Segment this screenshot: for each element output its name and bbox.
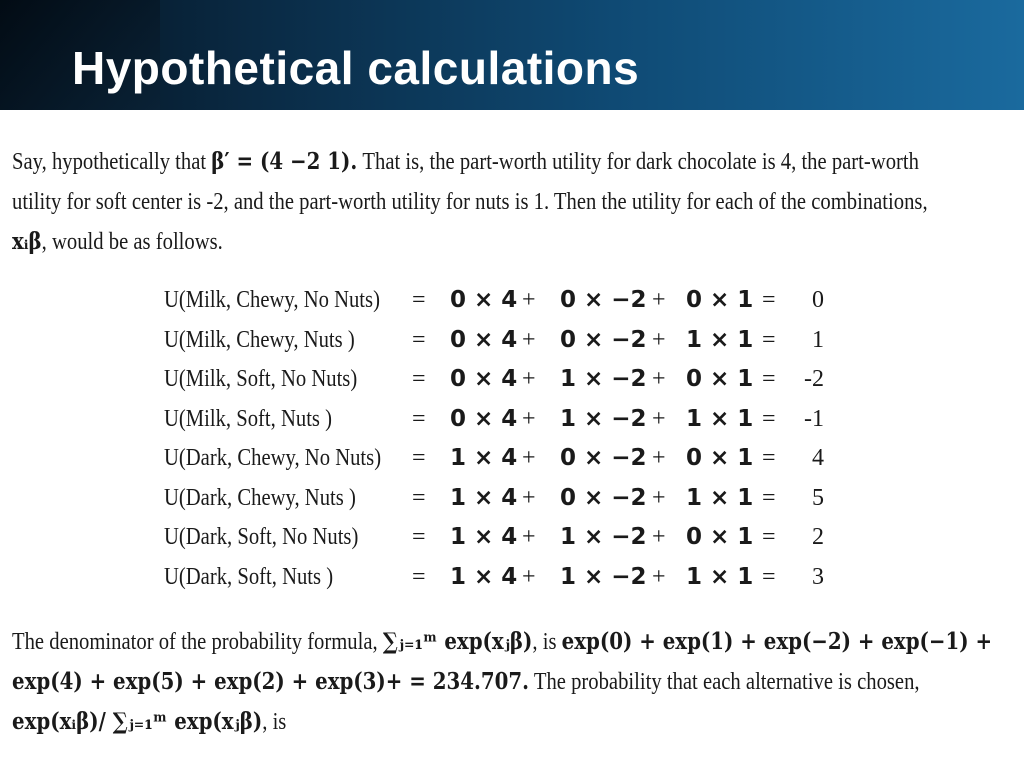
denom-text-a: The denominator of the probability formula,: [12, 629, 383, 655]
term-nuts: 0 × 1: [686, 445, 754, 471]
plus-sign: +: [522, 405, 536, 432]
utility-result: -1: [804, 405, 824, 432]
utility-label: U(Milk, Soft, Nuts ): [164, 405, 332, 432]
probability-formula: exp(xᵢβ)/ ∑ⱼ₌₁ᵐ exp(xⱼβ): [12, 708, 263, 735]
plus-sign: +: [522, 287, 536, 313]
term-nuts: 1 × 1: [686, 484, 754, 511]
equals-sign: =: [412, 445, 426, 471]
slide-title: Hypothetical calculations: [72, 42, 640, 94]
equals-sign: =: [762, 524, 776, 550]
equals-sign: =: [762, 484, 776, 511]
denom-text-b: , is: [532, 629, 562, 655]
utility-result: 1: [812, 326, 824, 353]
intro-text-b: That is, the part-worth utility for dark chocolate is 4, the part-worth: [357, 149, 919, 175]
title-banner: [0, 0, 1024, 110]
denominator-line-2: [12, 662, 920, 702]
beta-vector: β′ = (4 −2 1).: [211, 148, 358, 175]
equals-sign: =: [762, 326, 776, 353]
utility-label: U(Milk, Chewy, No Nuts): [164, 287, 380, 313]
denominator-paragraph: [12, 622, 993, 742]
plus-sign: +: [652, 445, 666, 471]
term-dark: 1 × 4: [450, 563, 518, 590]
plus-sign: +: [652, 484, 666, 511]
plus-sign: +: [522, 366, 536, 392]
plus-sign: +: [522, 445, 536, 471]
utility-result: 4: [812, 445, 824, 471]
term-nuts: 1 × 1: [686, 563, 754, 590]
term-soft: 0 × −2: [560, 287, 647, 313]
term-nuts: 0 × 1: [686, 524, 754, 550]
term-nuts: 1 × 1: [686, 326, 754, 353]
utility-result: 2: [812, 524, 824, 550]
plus-sign: +: [522, 563, 536, 590]
utility-result: 3: [812, 563, 824, 590]
denominator-line-1: [12, 622, 993, 662]
equals-sign: =: [412, 524, 426, 550]
term-dark: 1 × 4: [450, 484, 518, 511]
term-soft: 0 × −2: [560, 326, 647, 353]
plus-sign: +: [652, 563, 666, 590]
equals-sign: =: [762, 445, 776, 471]
utility-label: U(Milk, Chewy, Nuts ): [164, 326, 355, 353]
plus-sign: +: [522, 326, 536, 353]
utility-result: -2: [804, 366, 824, 392]
intro-line-1: [12, 142, 919, 182]
term-nuts: 1 × 1: [686, 405, 754, 432]
utility-label: U(Dark, Soft, No Nuts): [164, 524, 359, 550]
intro-text-a: Say, hypothetically that: [12, 149, 212, 175]
equals-sign: =: [762, 563, 776, 590]
term-dark: 1 × 4: [450, 524, 518, 550]
term-nuts: 0 × 1: [686, 287, 754, 313]
term-soft: 1 × −2: [560, 405, 647, 432]
term-dark: 0 × 4: [450, 287, 518, 313]
utility-result: 5: [812, 484, 824, 511]
utility-label: U(Dark, Soft, Nuts ): [164, 563, 334, 590]
equals-sign: =: [412, 484, 426, 511]
equals-sign: =: [762, 405, 776, 432]
plus-sign: +: [652, 524, 666, 550]
intro-line-3: [12, 222, 872, 262]
equals-sign: =: [762, 287, 776, 313]
term-nuts: 0 × 1: [686, 366, 754, 392]
equals-sign: =: [412, 287, 426, 313]
xi-beta-symbol: xᵢβ: [12, 228, 42, 255]
denom-text-d: , is: [262, 709, 287, 735]
denom-text-c: The probability that each alternative is chosen,: [529, 669, 920, 695]
term-dark: 1 × 4: [450, 445, 518, 471]
equals-sign: =: [412, 326, 426, 353]
plus-sign: +: [652, 287, 666, 313]
utility-label: U(Milk, Soft, No Nuts): [164, 366, 358, 392]
term-soft: 0 × −2: [560, 445, 647, 471]
intro-paragraph: [12, 142, 928, 262]
denominator-line-3: [12, 702, 872, 742]
plus-sign: +: [522, 524, 536, 550]
term-dark: 0 × 4: [450, 405, 518, 432]
equals-sign: =: [412, 366, 426, 392]
plus-sign: +: [652, 326, 666, 353]
utility-label: U(Dark, Chewy, Nuts ): [164, 484, 356, 511]
equals-sign: =: [412, 563, 426, 590]
intro-line-2: utility for soft center is -2, and the part-worth utility for nuts is 1. Then the utility for each of the combinations,: [12, 189, 928, 215]
plus-sign: +: [652, 405, 666, 432]
intro-text-c: , would be as follows.: [41, 229, 223, 255]
plus-sign: +: [652, 366, 666, 392]
exp-terms-1: exp(0) + exp(1) + exp(−2) + exp(−1) +: [561, 628, 993, 655]
equals-sign: =: [412, 405, 426, 432]
equals-sign: =: [762, 366, 776, 392]
term-soft: 0 × −2: [560, 484, 647, 511]
term-dark: 0 × 4: [450, 326, 518, 353]
term-soft: 1 × −2: [560, 366, 647, 392]
plus-sign: +: [522, 484, 536, 511]
term-dark: 0 × 4: [450, 366, 518, 392]
term-soft: 1 × −2: [560, 524, 647, 550]
sum-formula: ∑ⱼ₌₁ᵐ exp(xⱼβ): [382, 628, 533, 655]
utility-result: 0: [812, 287, 824, 313]
exp-terms-2: exp(4) + exp(5) + exp(2) + exp(3)+ = 234.707.: [12, 668, 530, 695]
utility-label: U(Dark, Chewy, No Nuts): [164, 445, 382, 471]
term-soft: 1 × −2: [560, 563, 647, 590]
